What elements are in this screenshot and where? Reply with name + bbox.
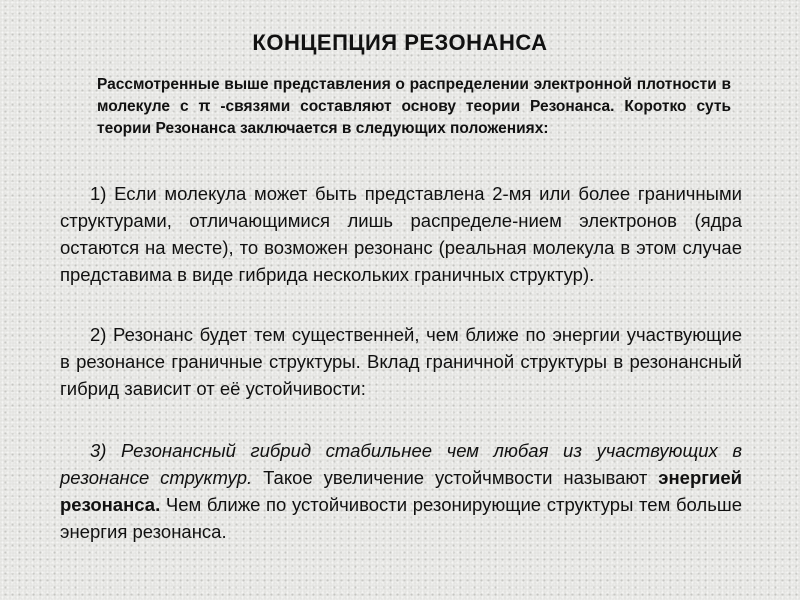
point-1-text: 1) Если молекула может быть представлена 2-мя или более граничными структурами, отличающимися лишь распределе-нием электронов (ядра остаются на месте), то возможен резонанс (реальная молекула в этом случае представима в виде гибрида нескольких граничных структур). bbox=[60, 183, 742, 285]
point-3-italic: 3) Резонансный гибрид стабильнее чем любая из участвующих в резонансе структур. bbox=[60, 440, 742, 488]
point-3 bbox=[60, 437, 742, 545]
slide-title: КОНЦЕПЦИЯ РЕЗОНАНСА bbox=[252, 30, 548, 55]
intro-paragraph: Рассмотренные выше представления о распределении электронной плотности в молекуле с π -связями составляют основу теории Резонанса. Коротко суть теории Резонанса заключается в следующих положениях: bbox=[97, 76, 731, 137]
point-3-text-a: Такое увеличение устойчмвости называют bbox=[252, 467, 659, 488]
point-2 bbox=[60, 321, 742, 402]
point-2-text: 2) Резонанс будет тем существенней, чем ближе по энергии участвующие в резонансе граничные структуры. Вклад граничной структуры в резонансный гибрид зависит от её устойчивости: bbox=[60, 324, 742, 399]
point-3-bold-term: энергией резонанса. bbox=[60, 467, 742, 515]
point-1 bbox=[60, 180, 742, 288]
point-3-text-b: Чем ближе по устойчивости резонирующие структуры тем больше энергия резонанса. bbox=[60, 494, 742, 542]
